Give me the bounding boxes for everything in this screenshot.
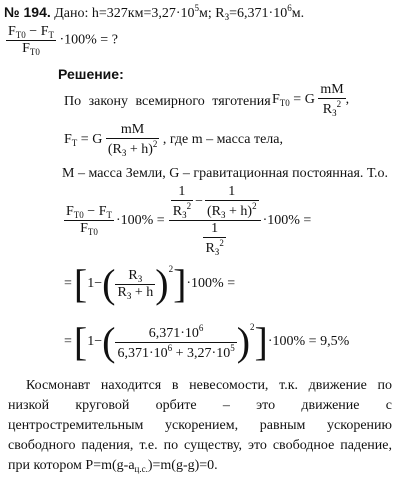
given-values: h=327км=3,27·10 xyxy=(91,6,195,21)
given-label: Дано: xyxy=(54,6,89,21)
find-expression: $\frac{F_{Т0} - F_Т}{F_{Т0}}$ ·100% = ? xyxy=(8,24,118,57)
problem-header: № 194. Дано: $h=327км=3,27\cdot 10^5м$; $R_З=6,371\cdot 10^6м$. xyxy=(4,3,305,22)
find-fraction: $\frac{F_{Т0} - F_Т}{F_{Т0}}$ xyxy=(8,24,54,57)
intro-text: По закону всемирного тяготения xyxy=(64,94,271,109)
solution-title: Решение: xyxy=(58,66,124,82)
equation-1: $\frac{F_{Т0} - F_Т}{F_{Т0}}$ ·100% = $\frac{1}{R_З^2}$ − $\frac{1}{(R_З + h)^2}$ $\frac{1}{R_З^2}$ ·100% = xyxy=(66,184,312,257)
equation-3: = [ 1− ( $\frac{6,371\cdot 10^6}{6,371\cdot 10^6 + 3,27\cdot 10^5}$ ) 2 ] ·100% = 9,5% xyxy=(64,319,350,364)
formula-ft0: $F_{Т0} = G$ $\frac{mM}{R_З^2}$ , xyxy=(272,82,350,118)
mass-definition: M – масса Земли, G – гравитационная постоянная. Т.о. xyxy=(62,166,389,181)
problem-number: № 194. xyxy=(4,4,51,20)
final-result: ·100% = 9,5% xyxy=(267,334,350,349)
formula-ft: $F_Т = G$ $\frac{mM}{(R_З + h)^2}$ , где m – масса тела, xyxy=(64,122,283,158)
conclusion-paragraph: Космонавт находится в невесомости, т.к. движение по низкой круговой орбите – это движение с центростремительным ускорением, равным ускорению свободного падения, т.е. по существу, это свободное падение, при котором $P=m(g-a_{ц.с.})=m(g-g)=0$. xyxy=(8,378,392,474)
equation-2: = [ 1− ( $\frac{R_З}{R_З + h}$ ) 2 ] ·100% = xyxy=(64,261,236,306)
